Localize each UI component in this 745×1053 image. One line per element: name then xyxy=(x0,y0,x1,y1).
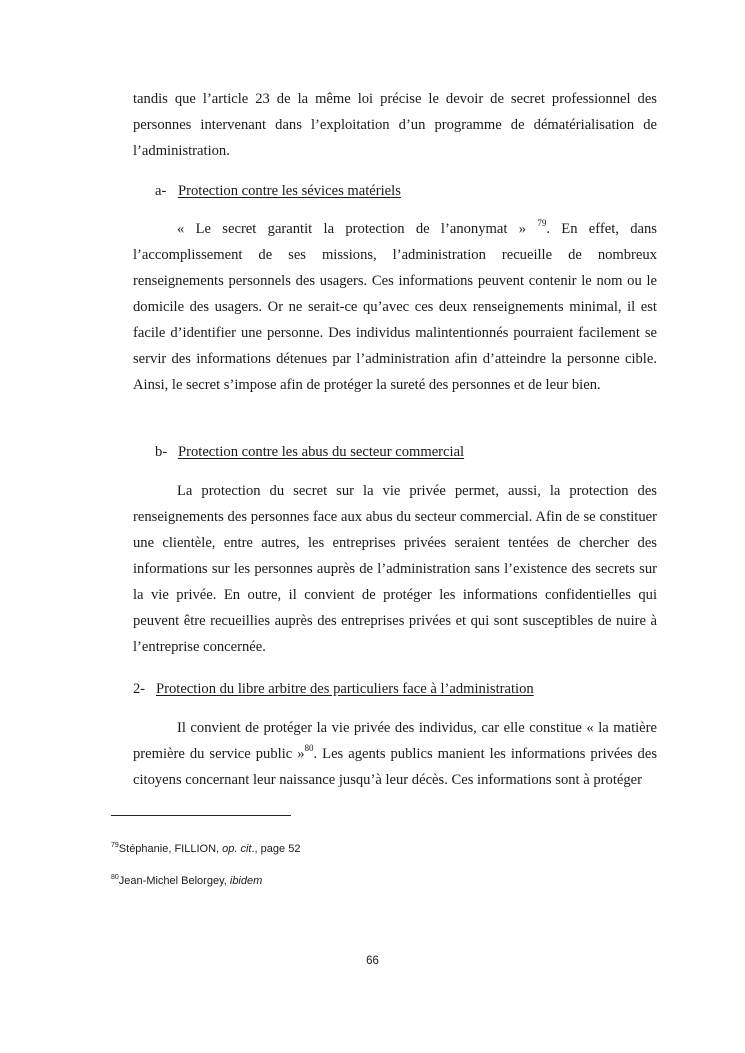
footnote-reference[interactable]: 79 xyxy=(537,218,547,228)
paragraph-libre-arbitre xyxy=(133,715,657,793)
footnote-79 xyxy=(111,842,300,856)
footnote-number: 79 xyxy=(111,842,119,849)
paragraph-intro: tandis que l’article 23 de la même loi précise le devoir de secret professionnel des personnes intervenant dans l’exploitation d’un programme de dématérialisation de l’administration. xyxy=(133,91,657,159)
footnote-text: Jean-Michel Belorgey, xyxy=(118,875,230,887)
paragraph-commercial: La protection du secret sur la vie privée permet, aussi, la protection des renseignements des personnes face aux abus du secteur commercial. Afin de se constituer une clientèle, entre autres, les entreprises privées seraient tentées de chercher des informations sur les personnes auprès de l’administration sans l’existence des secrets sur la vie privée. En outre, il convient de protéger les informations confidentielles qui peuvent être recueillies auprès des entreprises privées et qui sont susceptibles de nuire à l’entreprise concernée. xyxy=(133,483,657,655)
heading-marker: b- xyxy=(155,444,168,460)
heading-marker: a- xyxy=(155,183,167,199)
footnote-italic: ibidem xyxy=(229,875,263,887)
footnote-separator xyxy=(111,815,291,816)
page-number: 66 xyxy=(366,955,379,967)
paragraph-text: « Le secret garantit la protection de l’anonymat » xyxy=(177,221,527,237)
heading-title: Protection contre les abus du secteur commercial xyxy=(178,444,465,460)
footnote-80 xyxy=(111,874,262,888)
footnote-number: 80 xyxy=(111,874,119,881)
footnote-italic: op. cit xyxy=(222,843,252,855)
heading-title: Protection contre les sévices matériels xyxy=(178,183,401,199)
heading-title: Protection du libre arbitre des particuliers face à l’administration xyxy=(156,681,534,697)
section-heading-2 xyxy=(133,679,534,699)
paragraph-text: . Les agents publics manient les informations privées des citoyens concernant leur naissance jusqu’à leur décès. Ces informations sont à protéger xyxy=(133,746,657,788)
section-heading-a xyxy=(155,181,401,201)
paragraph-text: . En effet, dans l’accomplissement de ses missions, l’administration recueille de nombreux renseignements personnels des usagers. Ces informations peuvent contenir le nom ou le domicile des usagers. Or ne serait-ce qu’avec ces deux renseignements minimal, il est facile d’identifier une personne. Des individus malintentionnés pourraient facilement se servir des informations détenues par l’administration afin d’atteindre la personne cible. Ainsi, le secret s’impose afin de protéger la sureté des personnes et de leur bien. xyxy=(133,221,657,393)
footnote-text: Stéphanie, FILLION, xyxy=(118,843,223,855)
paragraph-anonymat xyxy=(133,216,657,398)
heading-marker: 2- xyxy=(133,681,146,697)
section-heading-b xyxy=(155,442,464,462)
paragraph-text: Il convient de protéger la vie privée des individus, car elle constitue « la matière première du service public » xyxy=(133,720,657,762)
footnote-reference[interactable]: 80 xyxy=(304,743,314,753)
footnote-tail: ., page 52 xyxy=(251,843,301,855)
